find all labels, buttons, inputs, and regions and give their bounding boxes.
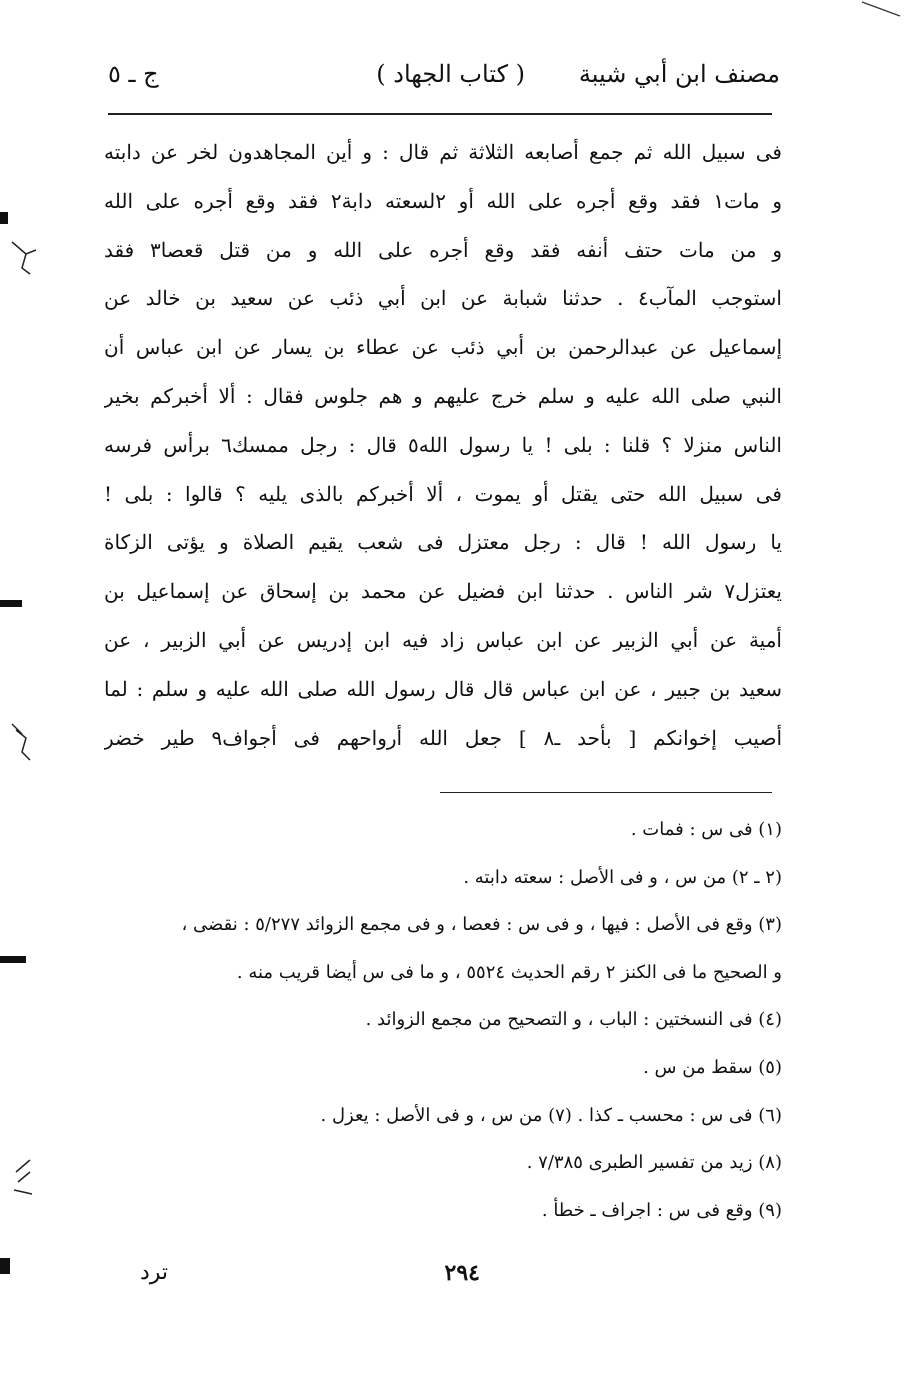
footnote-rule	[440, 792, 772, 793]
text-line: الناس منزلا ؟ قلنا : بلى ! يا رسول الله٥ قال : رجل ممسك٦ برأس فرسه	[104, 432, 782, 457]
scan-mark	[0, 212, 8, 224]
footnote: (٦) فى س : محسب ـ كذا . (٧) من س ، و فى الأصل : يعزل .	[320, 1104, 782, 1126]
chapter-title: ( كتاب الجهاد )	[376, 60, 525, 88]
footnote: و الصحيح ما فى الكنز ٢ رقم الحديث ٥٥٢٤ ، و ما فى س أيضا قريب منه .	[236, 961, 782, 983]
page-number: ٢٩٤	[444, 1260, 480, 1286]
footnote: (٣) وقع فى الأصل : فيها ، و فى س : فعصا ، و فى مجمع الزوائد ٥/٢٧٧ : نقضى ،	[181, 914, 782, 936]
signature-mark: ترد	[140, 1260, 169, 1285]
running-header	[100, 56, 780, 96]
text-line: سعيد بن جبير ، عن ابن عباس قال قال رسول الله صلى الله عليه و سلم : لما	[104, 676, 782, 701]
footnote: (٩) وقع فى س : اجراف ـ خطأ .	[541, 1199, 782, 1221]
text-line: يعتزل٧ شر الناس . حدثنا ابن فضيل عن محمد بن إسحاق عن إسماعيل بن	[104, 579, 782, 604]
scan-mark	[0, 1258, 10, 1274]
scan-mark	[0, 600, 22, 607]
text-line: و من مات حتف أنفه فقد وقع أجره على الله و من قتل قعصا٣ فقد	[104, 237, 782, 262]
footnote: (١) فى س : فمات .	[630, 819, 782, 840]
text-line: فى سبيل الله ثم جمع أصابعه الثلاثة ثم قال : و أين المجاهدون لخر عن دابته	[104, 140, 782, 164]
binding-mark-icon	[8, 238, 38, 278]
text-line: أمية عن أبي الزبير عن ابن عباس زاد فيه ابن إدريس عن أبي الزبير ، عن	[104, 627, 782, 652]
book-title: مصنف ابن أبي شيبة	[578, 60, 780, 88]
corner-mark-icon	[860, 0, 904, 20]
binding-mark-icon	[6, 1156, 36, 1206]
footnote: (٤) فى النسختين : الباب ، و التصحيح من مجمع الزوائد .	[365, 1009, 782, 1031]
footnote: (٥) سقط من س .	[643, 1056, 782, 1078]
page-footer	[100, 1260, 780, 1300]
header-rule	[108, 113, 772, 115]
text-line: استوجب المآب٤ . حدثنا شبابة عن ابن أبي ذئب عن سعيد بن خالد عن	[104, 286, 782, 311]
text-line: و مات١ فقد وقع أجره على الله أو ٢لسعته دابة٢ فقد وقع أجره على الله	[104, 188, 782, 213]
volume-number: ج ـ ٥	[108, 60, 159, 88]
binding-mark-icon	[6, 720, 36, 764]
footnotes	[104, 806, 782, 1234]
scan-mark	[0, 956, 26, 963]
text-line: أصيب إخوانكم [ بأحد ـ٨ ] جعل الله أرواحهم فى أجواف٩ طير خضر	[104, 725, 782, 750]
text-line: النبي صلى الله عليه و سلم خرج عليهم و هم جلوس فقال : ألا أخبركم بخير	[104, 383, 782, 408]
text-line: فى سبيل الله حتى يقتل أو يموت ، ألا أخبركم بالذى يليه ؟ قالوا : بلى !	[104, 481, 782, 506]
text-line: إسماعيل عن عبدالرحمن بن أبي ذئب عن عطاء بن يسار عن ابن عباس أن	[104, 335, 782, 360]
text-line: يا رسول الله ! قال : رجل معتزل فى شعب يقيم الصلاة و يؤتى الزكاة	[104, 530, 782, 555]
main-text	[104, 128, 782, 762]
footnote: (٨) زيد من تفسير الطبرى ٧/٣٨٥ .	[526, 1152, 782, 1174]
footnote: (٢ ـ ٢) من س ، و فى الأصل : سعته دابته .	[463, 866, 782, 888]
